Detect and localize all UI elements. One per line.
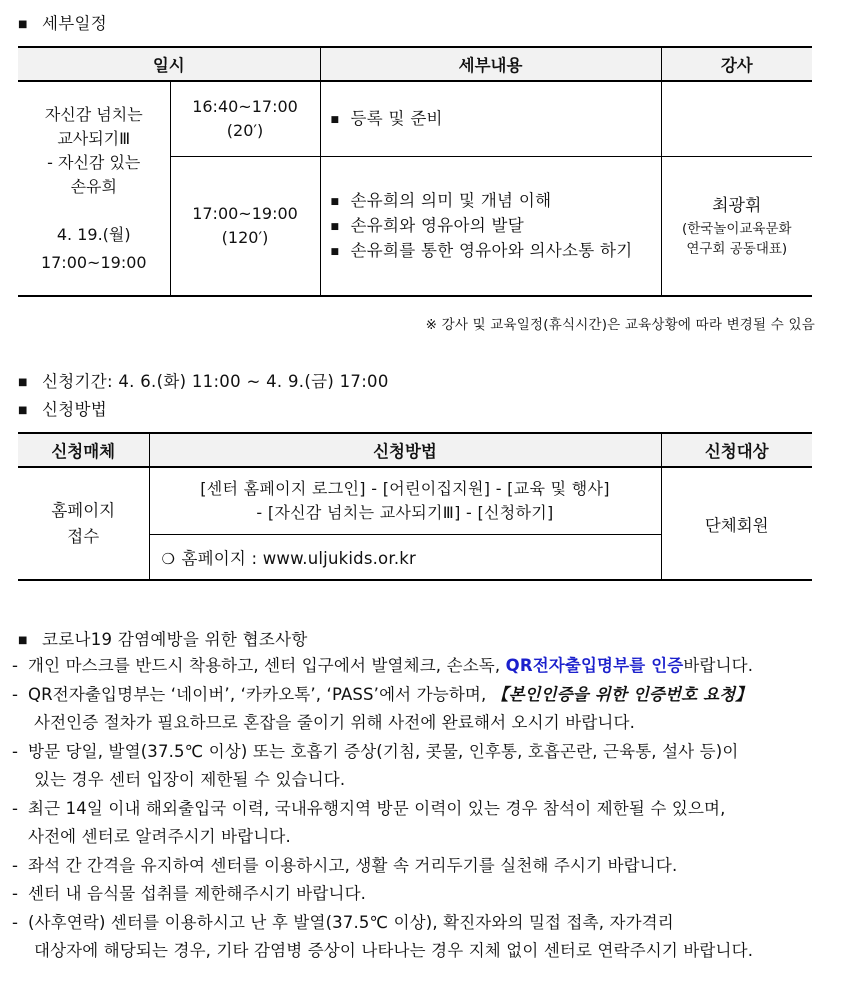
square-bullet-icon: ■ [18, 19, 28, 30]
square-bullet-icon: ■ [330, 246, 340, 257]
content-cell [320, 157, 661, 297]
event-title-line: 자신감 넘치는 [44, 104, 143, 124]
medium-line: 홈페이지 [51, 500, 116, 520]
table-header-row [18, 47, 812, 81]
list-item: - 방문 당일, 발열(37.5℃ 이상) 또는 호흡기 증상(기침, 콧물, 인후통, 호흡곤란, 근육통, 설사 등)이 있는 경우 센터 입장이 제한될 수 있습니다. [12, 741, 739, 789]
schedule-note: ※ 강사 및 교육일정(휴식시간)은 교육상황에 따라 변경될 수 있음 [425, 317, 815, 333]
instructor-name: 최광휘 [712, 196, 762, 216]
list-item: - (사후연락) 센터를 이용하시고 난 후 발열(37.5℃ 이상), 확진자와의 밀접 접촉, 자가격리 대상자에 해당되는 경우, 기타 감염병 증상이 나타나는 경우 지체 없이 센터로 연락주시기 바랍니다. [12, 912, 754, 960]
medium-cell [18, 467, 149, 580]
apply-period [18, 368, 389, 392]
circle-bullet-icon: ❍ [161, 550, 175, 568]
square-bullet-icon: ■ [18, 377, 28, 388]
instructor-cell [661, 157, 812, 297]
header-content: 세부내용 [320, 47, 661, 81]
schedule-table [18, 46, 812, 297]
list-item: - 최근 14일 이내 해외출입국 이력, 국내유행지역 방문 이력이 있는 경우 참석이 제한될 수 있으며, 사전에 센터로 알려주시기 바랍니다. [12, 798, 726, 846]
time-duration: (120′) [221, 228, 269, 247]
instructor-cell-empty [661, 81, 812, 157]
time-range: 17:00~19:00 [192, 204, 298, 223]
list-item: ■ 손유희를 통한 영유아와 의사소통 하기 [331, 239, 661, 264]
instructor-org: (한국놀이교육문화 [681, 221, 792, 237]
header-datetime: 일시 [18, 47, 320, 81]
section-title: 세부일정 [42, 14, 107, 33]
event-date: 4. 19.(월) [56, 224, 131, 244]
header-method: 신청방법 [149, 433, 661, 467]
notice-list [12, 652, 818, 966]
list-item: ■ 손유희와 영유아의 발달 [331, 214, 661, 239]
url-cell [149, 535, 661, 581]
header-instructor: 강사 [661, 47, 812, 81]
time-range: 16:40~17:00 [192, 97, 298, 116]
time-cell [170, 81, 320, 157]
header-medium: 신청매체 [18, 433, 149, 467]
table-header-row [18, 433, 812, 467]
homepage-link[interactable]: 홈페이지 : www.uljukids.or.kr [181, 549, 417, 568]
apply-method-heading [18, 396, 107, 420]
time-duration: (20′) [226, 121, 264, 140]
target-cell: 단체회원 [661, 467, 812, 580]
list-item: - 개인 마스크를 반드시 착용하고, 센터 입구에서 발열체크, 손소독, QR전자출입명부를 인증바랍니다. [12, 656, 754, 675]
square-bullet-icon: ■ [330, 221, 340, 232]
instructor-org: 연구회 공동대표) [686, 241, 788, 257]
square-bullet-icon: ■ [330, 114, 340, 125]
event-title-line: 손유희 [70, 176, 117, 196]
event-time: 17:00~19:00 [40, 252, 147, 272]
apply-period-text: 신청기간: 4. 6.(화) 11:00 ~ 4. 9.(금) 17:00 [42, 372, 389, 391]
method-cell [149, 467, 661, 535]
apply-method-title: 신청방법 [42, 400, 107, 419]
method-table [18, 432, 812, 581]
event-title-line: - 자신감 있는 [47, 152, 141, 172]
list-item: ■ 등록 및 준비 [331, 107, 661, 132]
auth-request-emphasis: 【본인인증을 위한 인증번호 요청】 [491, 684, 752, 704]
event-title-line: 교사되기Ⅲ [57, 128, 131, 148]
header-target: 신청대상 [661, 433, 812, 467]
time-cell [170, 157, 320, 297]
method-path-line: - [자신감 넘치는 교사되기Ⅲ] - [신청하기] [256, 503, 554, 522]
list-item: - 센터 내 음식물 섭취를 제한해주시기 바랍니다. [12, 884, 367, 903]
method-path-line: [센터 홈페이지 로그인] - [어린이집지원] - [교육 및 행사] [200, 479, 610, 498]
square-bullet-icon: ■ [18, 635, 28, 646]
list-item: - QR전자출입명부는 ‘네이버’, ‘카카오톡’, ‘PASS’에서 가능하며, 【본인인증을 위한 인증번호 요청】 사전인증 절차가 필요하므로 혼잡을 줄이기 위해 사전에 완료해서 오시기 바랍니다. [12, 684, 752, 732]
square-bullet-icon: ■ [330, 196, 340, 207]
table-row [18, 467, 812, 535]
notice-heading [18, 626, 308, 650]
table-row [18, 81, 812, 157]
qr-highlight: QR전자출입명부를 인증 [505, 656, 684, 675]
list-item: ■ 손유희의 의미 및 개념 이해 [331, 189, 661, 214]
notice-title: 코로나19 감염예방을 위한 협조사항 [42, 630, 308, 649]
content-cell [320, 81, 661, 157]
medium-line: 접수 [67, 526, 100, 546]
event-cell [18, 81, 170, 296]
section-heading-schedule [18, 10, 107, 34]
square-bullet-icon: ■ [18, 405, 28, 416]
list-item: - 좌석 간 간격을 유지하여 센터를 이용하시고, 생활 속 거리두기를 실천해 주시기 바랍니다. [12, 855, 678, 875]
